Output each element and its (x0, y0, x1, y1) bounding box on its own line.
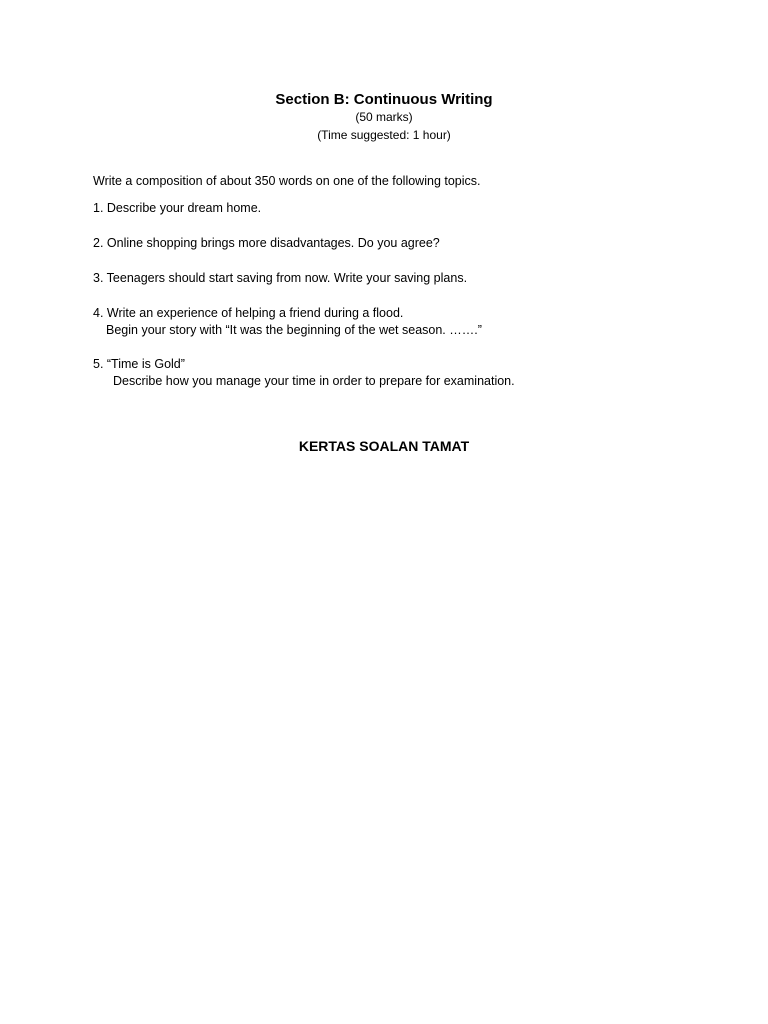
topic-3: 3. Teenagers should start saving from now. Write your saving plans. (93, 271, 468, 285)
topic-2: 2. Online shopping brings more disadvantages. Do you agree? (93, 236, 440, 250)
marks-label: (50 marks) (355, 110, 413, 124)
topic-1: 1. Describe your dream home. (93, 201, 262, 215)
topic-5: 5. “Time is Gold” (93, 357, 185, 371)
section-title: Section B: Continuous Writing (275, 91, 493, 108)
time-suggested-label: (Time suggested: 1 hour) (317, 128, 451, 142)
topic-4-detail: Begin your story with “It was the beginning of the wet season. …….” (106, 323, 482, 337)
instruction-text: Write a composition of about 350 words on one of the following topics. (93, 174, 481, 188)
topic-5-detail: Describe how you manage your time in order to prepare for examination. (113, 374, 515, 388)
topic-4: 4. Write an experience of helping a friend during a flood. (93, 306, 404, 320)
end-of-paper-label: KERTAS SOALAN TAMAT (298, 438, 470, 454)
